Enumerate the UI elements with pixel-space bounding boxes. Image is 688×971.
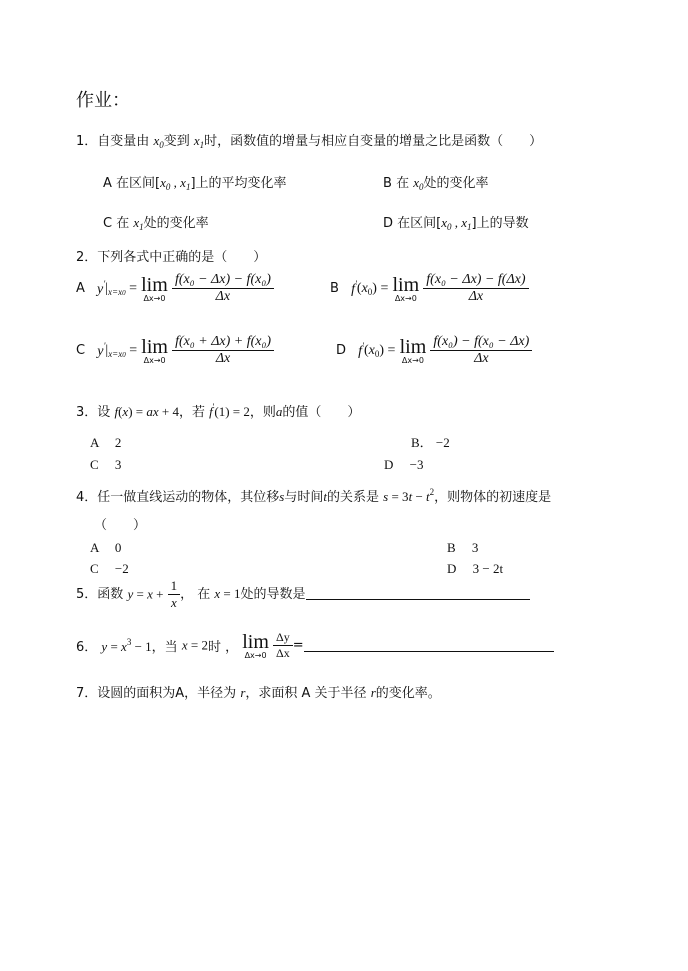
fraction: $\frac{1}{x}$	[168, 578, 181, 611]
question-number: 3．	[76, 405, 98, 420]
limit-expression: lim Δx→0	[141, 335, 168, 365]
option-d: D −3	[384, 457, 424, 472]
option-label: B	[383, 176, 392, 191]
question-4: 4．任一做直线运动的物体，其位移s与时间t的关系是 $s = 3t - t^2$，则物体的初速度是	[76, 487, 552, 505]
option-label: A	[103, 176, 112, 191]
option-c: C 在 $x_1$处的变化率	[103, 215, 209, 232]
option-label: B	[330, 281, 339, 296]
option-label: C	[103, 216, 113, 231]
question-2	[76, 246, 266, 265]
question-3: 3．设 f(x) = ax + 4，若 f'(1) = 2，则a的值（ ）	[76, 402, 361, 420]
option-label: A	[76, 281, 85, 296]
option-a: A 2	[90, 435, 122, 450]
option-label: D	[383, 216, 394, 231]
limit-expression: lim Δx→0	[141, 273, 168, 303]
question-number: 4．	[76, 490, 98, 505]
question-number: 7．	[76, 686, 98, 701]
option-d: D 在区间[$x_0$ , $x_1$]上的导数	[383, 215, 529, 232]
option-label: D	[336, 343, 347, 358]
option-d: D 3 − 2t	[447, 561, 504, 576]
question-text: 自变量由	[97, 134, 150, 149]
fraction: $\frac{\text{f(x₀ − Δx) − f(Δx)}}{\Delta x}$	[423, 272, 528, 305]
question-6: 6． $y = x^3 - 1$，当 x = 2时 ， lim Δx→0 $\frac{\Delta y}{\Delta x}$ =	[76, 630, 554, 661]
question-number: 5．	[76, 587, 98, 602]
limit-expression: lim Δx→0	[399, 335, 427, 365]
option-b: B $f'(x_0)$ = lim Δx→0 $\frac{\text{f(x₀ − Δx) − f(Δx)}}{\Delta x}$	[330, 272, 529, 305]
option-c: C −2	[90, 561, 129, 576]
limit-expression: lim Δx→0	[392, 273, 420, 303]
limit-expression: lim Δx→0	[242, 630, 269, 660]
option-c: C $y'|_{x=x0}$ = lim Δx→0 $\frac{\text{f(x₀ + Δx) + f(x₀)}}{\Delta x}$	[76, 334, 274, 367]
question-7: 7．设圆的面积为A，半径为 r，求面积 A 关于半径 r的变化率。	[76, 685, 441, 701]
fraction: $\frac{\Delta y}{\Delta x}$	[273, 630, 293, 661]
option-d: D $f'(x_0)$ = lim Δx→0 $\frac{\text{f(x₀) − f(x₀ − Δx)}}{\Delta x}$	[336, 334, 532, 367]
page-title: 作业：	[76, 90, 130, 111]
question-number: 6．	[76, 640, 98, 655]
fraction: $\frac{\text{f(x₀ − Δx) − f(x₀)}}{\Delta x}$	[172, 272, 274, 305]
question-paren: （ ）	[94, 518, 147, 533]
option-c: C 3	[90, 457, 122, 472]
option-a: A $y'|_{x=x0}$ = lim Δx→0 $\frac{\text{f(x₀ − Δx) − f(x₀)}}{\Delta x}$	[76, 272, 274, 305]
question-5: 5．函数 y = x + $\frac{1}{x}$ ， 在 x = 1处的导数是	[76, 578, 530, 611]
option-b: B． −2	[411, 435, 450, 450]
question-1: 1．自变量由 $x_0$变到 $x_1$时，函数值的增量与相应自变量的增量之比是函数（ ）	[76, 133, 543, 150]
question-number: 2．	[76, 250, 98, 265]
answer-blank[interactable]	[306, 587, 530, 600]
fraction: $\frac{\text{f(x₀ + Δx) + f(x₀)}}{\Delta x}$	[172, 334, 274, 367]
option-label: C	[76, 343, 86, 358]
option-a: A 0	[90, 540, 122, 555]
option-b: B 3	[447, 540, 479, 555]
question-text: 下列各式中正确的是（ ）	[97, 250, 267, 265]
question-number: 1．	[76, 134, 98, 149]
answer-blank[interactable]	[304, 639, 554, 652]
fraction: $\frac{\text{f(x₀) − f(x₀ − Δx)}}{\Delta x}$	[430, 334, 532, 367]
option-a: A 在区间[$x_0$ , $x_1$]上的平均变化率	[103, 175, 287, 192]
option-b: B 在 $x_0$处的变化率	[383, 175, 489, 192]
